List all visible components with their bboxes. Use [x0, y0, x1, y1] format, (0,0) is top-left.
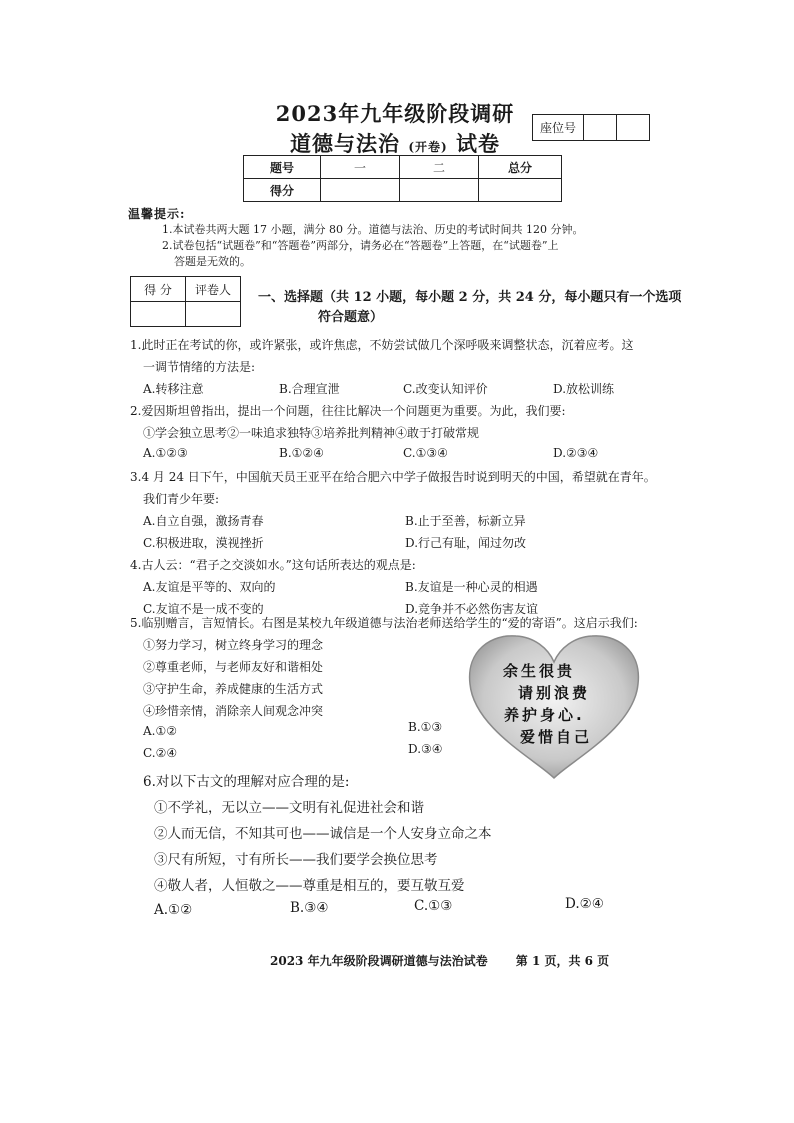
question-stem: 4.古人云：“君子之交淡如水。”这句话所表达的观点是: — [130, 558, 416, 572]
question-stem: 2.爱因斯坦曾指出，提出一个问题，往往比解决一个问题更为重要。为此，我们要: — [130, 404, 566, 418]
seat-number-cell[interactable] — [617, 115, 649, 140]
option-a[interactable]: A.友谊是平等的、双向的 — [143, 580, 276, 594]
option-b[interactable]: B.友谊是一种心灵的相遇 — [405, 580, 538, 594]
grader-score-cell[interactable] — [131, 302, 186, 327]
option-c[interactable]: C.改变认知评价 — [403, 382, 488, 396]
option-a[interactable]: A.①② — [143, 724, 177, 738]
score-table-header: 一 — [321, 156, 400, 179]
question-stem: 5.临别赠言，言短情长。右图是某校九年级道德与法治老师送给学生的“爱的寄语”。这启示我们: — [130, 616, 638, 630]
option-d[interactable]: D.②③④ — [553, 446, 599, 460]
grader-score-label: 得 分 — [131, 277, 186, 302]
question-stem: 1.此时正在考试的你，或许紧张，或许焦虑，不妨尝试做几个深呼吸来调整状态，沉着应考。这 — [130, 338, 634, 352]
statement-item: ②尊重老师，与老师友好和谐相处 — [143, 660, 324, 674]
tips-heading: 温馨提示: — [128, 207, 186, 221]
grader-box — [130, 276, 241, 327]
statement-item: ①不学礼，无以立——文明有礼促进社会和谐 — [154, 800, 424, 816]
section-heading-line: 一、选择题（共 12 小题，每小题 2 分，共 24 分，每小题只有一个选项 — [258, 290, 682, 305]
option-b[interactable]: B.①②④ — [279, 446, 324, 460]
question-statements: ①学会独立思考②一味追求独特③培养批判精神④敢于打破常规 — [143, 426, 480, 440]
statement-item: ③尺有所短，寸有所长——我们要学会换位思考 — [154, 852, 438, 868]
statement-item: ③守护生命，养成健康的生活方式 — [143, 682, 324, 696]
seat-number-label: 座位号 — [533, 115, 584, 140]
tip-item: 2.试卷包括“试题卷”和“答题卷”两部分，请务必在“答题卷”上答题，在“试题卷”上 — [162, 239, 559, 252]
section-heading-line: 符合题意） — [318, 310, 384, 325]
heart-text-line: 余生很贵 — [503, 662, 576, 680]
option-d[interactable]: D.行己有耻，闻过勿改 — [405, 536, 527, 550]
option-c[interactable]: C.积极进取，漠视挫折 — [143, 536, 264, 550]
option-b[interactable]: B.合理宣泄 — [279, 382, 340, 396]
heart-text-line: 请别浪费 — [518, 684, 591, 702]
option-a[interactable]: A.①②③ — [143, 446, 188, 460]
option-c[interactable]: C.①③ — [414, 898, 453, 914]
page-number: 第 1 页，共 6 页 — [515, 954, 610, 968]
exam-subtitle — [230, 128, 560, 158]
option-b[interactable]: B.止于至善，标新立异 — [405, 514, 526, 528]
statement-item: ④珍惜亲情，消除亲人间观念冲突 — [143, 704, 324, 718]
option-c[interactable]: C.友谊不是一成不变的 — [143, 602, 264, 616]
footer-title: 2023 年九年级阶段调研道德与法治试卷 — [270, 954, 488, 968]
question-stem: 我们青少年要: — [143, 492, 220, 506]
statement-item: ②人而无信，不知其可也——诚信是一个人安身立命之本 — [154, 826, 492, 842]
grader-name-label: 评卷人 — [186, 277, 241, 302]
option-b[interactable]: B.③④ — [290, 900, 329, 916]
option-c[interactable]: C.②④ — [143, 746, 178, 760]
subject-name: 道德与法治 — [290, 131, 400, 156]
score-cell[interactable] — [400, 179, 479, 202]
option-d[interactable]: D.竞争并不必然伤害友谊 — [405, 602, 539, 616]
score-table-header: 总分 — [479, 156, 562, 179]
page-footer — [270, 952, 609, 969]
seat-number-cell[interactable] — [584, 115, 617, 140]
score-table — [243, 155, 562, 202]
option-d[interactable]: D.放松训练 — [553, 382, 615, 396]
score-cell[interactable] — [321, 179, 400, 202]
score-row-label: 得分 — [244, 179, 321, 202]
option-a[interactable]: A.转移注意 — [143, 382, 204, 396]
option-d[interactable]: D.②④ — [565, 896, 604, 912]
heart-text-line: 爱惜自己 — [520, 728, 593, 746]
option-b[interactable]: B.①③ — [408, 720, 443, 734]
score-table-header: 二 — [400, 156, 479, 179]
statement-item: ①努力学习，树立终身学习的理念 — [143, 638, 324, 652]
exam-title: 2023年九年级阶段调研 — [275, 101, 515, 126]
score-cell[interactable] — [479, 179, 562, 202]
section-heading — [258, 288, 681, 328]
score-table-header: 题号 — [244, 156, 321, 179]
paper-word: 试卷 — [455, 131, 500, 156]
grader-name-cell[interactable] — [186, 302, 241, 327]
option-c[interactable]: C.①③④ — [403, 446, 448, 460]
option-a[interactable]: A.自立自强，激扬青春 — [143, 514, 264, 528]
question-stem: 一调节情绪的方法是: — [143, 360, 256, 374]
question-stem: 6.对以下古文的理解对应合理的是: — [143, 774, 350, 790]
tip-item: 1.本试卷共两大题 17 小题，满分 80 分。道德与法治、历史的考试时间共 120 分钟。 — [162, 223, 584, 236]
option-d[interactable]: D.③④ — [408, 742, 443, 756]
exam-type: (开卷) — [408, 140, 448, 154]
tip-item: 答题是无效的。 — [174, 255, 251, 268]
statement-item: ④敬人者，人恒敬之——尊重是相互的，要互敬互爱 — [154, 878, 465, 894]
question-stem: 3.4 月 24 日下午，中国航天员王亚平在给合肥六中学子做报告时说到明天的中国，希望就在青年。 — [130, 470, 656, 484]
option-a[interactable]: A.①② — [154, 902, 193, 918]
seat-number-box — [532, 114, 650, 141]
heart-text-line: 养护身心. — [504, 706, 585, 724]
